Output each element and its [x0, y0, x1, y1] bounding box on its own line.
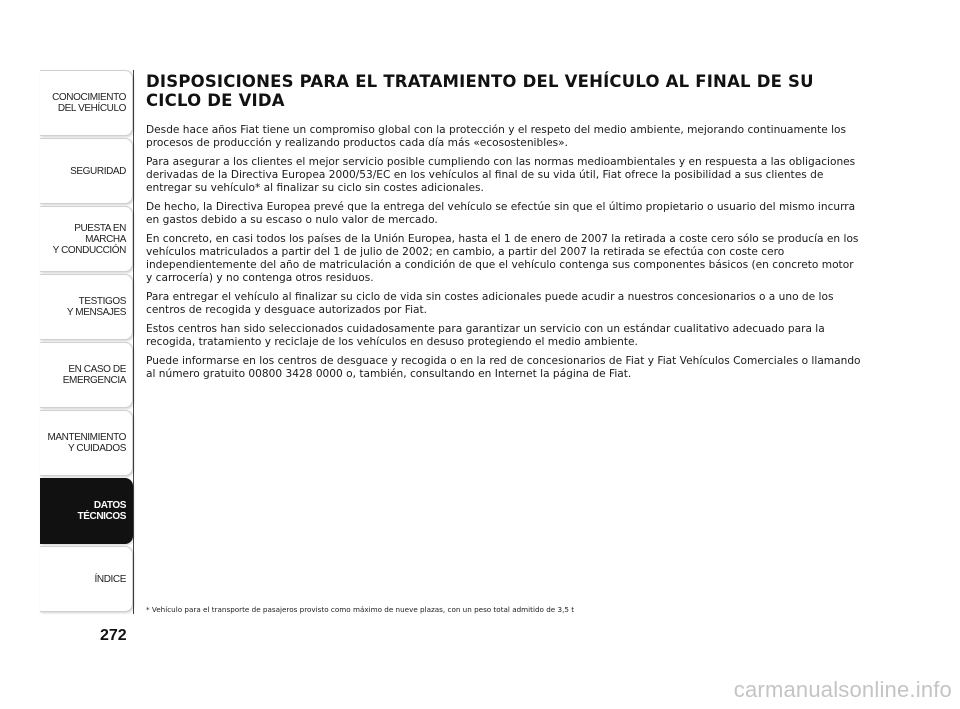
watermark: carmanualsonline.info: [733, 677, 952, 702]
tab-testigos-y-mensajes[interactable]: TESTIGOS Y MENSAJES: [40, 274, 133, 340]
paragraph: Desde hace años Fiat tiene un compromiso global con la protección y el respeto del medio ambiente, mejorando continuamente los procesos de producción y realizando productos cada día más «ecosostenibles».: [146, 124, 847, 149]
chapter-tabs: [40, 70, 134, 614]
tab-indice[interactable]: ÍNDICE: [40, 546, 133, 612]
tab-datos-tecnicos[interactable]: DATOS TÉCNICOS: [40, 478, 133, 544]
paragraph: Estos centros han sido seleccionados cuidadosamente para garantizar un servicio con un estándar cualitativo adecuado para la recogida, tratamiento y reciclaje de los vehículos en desuso protegiendo el medio ambiente.: [146, 323, 825, 348]
tab-puesta-en-marcha[interactable]: PUESTA EN MARCHA Y CONDUCCIÓN: [40, 206, 133, 272]
paragraph: Puede informarse en los centros de desguace y recogida o en la red de concesionarios de Fiat y Fiat Vehículos Comerciales o llamando al número gratuito 00800 3428 0000 o, también, consultando en Internet la página de Fiat.: [146, 355, 861, 380]
page-number: 272: [100, 627, 127, 644]
tab-en-caso-de-emergencia[interactable]: EN CASO DE EMERGENCIA: [40, 342, 133, 408]
page-title: DISPOSICIONES PARA EL TRATAMIENTO DEL VEHÍCULO AL FINAL DE SU CICLO DE VIDA: [146, 72, 814, 110]
tab-mantenimiento-y-cuidados[interactable]: MANTENIMIENTO Y CUIDADOS: [40, 410, 133, 476]
paragraph: De hecho, la Directiva Europea prevé que la entrega del vehículo se efectúe sin que el último propietario o usuario del mismo incurra en gastos debido a su escaso o nulo valor de mercado.: [146, 201, 856, 226]
main-content: [146, 72, 862, 387]
paragraph: Para asegurar a los clientes el mejor servicio posible cumpliendo con las normas medioambientales y en respuesta a las obligaciones derivadas de la Directiva Europea 2000/53/EC en los vehículos al final de su vida útil, Fiat ofrece la posibilidad a sus clientes de entregar su vehículo* al finalizar su ciclo sin costes adicionales.: [146, 156, 856, 194]
tab-seguridad[interactable]: SEGURIDAD: [40, 138, 133, 204]
paragraph: Para entregar el vehículo al finalizar su ciclo de vida sin costes adicionales puede acudir a nuestros concesionarios o a uno de los centros de recogida y desguace autorizados por Fiat.: [146, 291, 834, 316]
footnote: * Vehículo para el transporte de pasajeros provisto como máximo de nueve plazas, con un peso total admitido de 3,5 t: [146, 605, 575, 614]
paragraph: En concreto, en casi todos los países de la Unión Europea, hasta el 1 de enero de 2007 la retirada a coste cero sólo se producía en los vehículos matriculados a partir del 1 de julio de 2002; en cambio, a partir del 2007 la retirada se efectúa con coste cero independientemente del año de matriculación a condición de que el vehículo contenga sus componentes básicos (en concreto motor y carrocería) y no contenga otros residuos.: [146, 233, 859, 284]
tab-conocimiento-del-vehiculo[interactable]: CONOCIMIENTO DEL VEHÍCULO: [40, 70, 133, 136]
